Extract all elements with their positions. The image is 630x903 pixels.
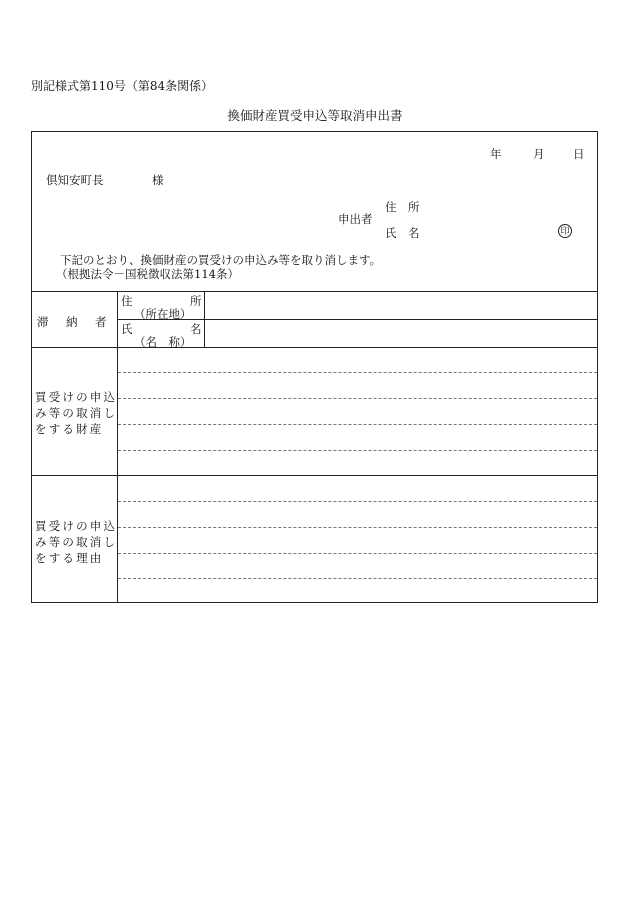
divider-property-reason bbox=[31, 475, 598, 476]
applicant-name-label-a: 氏 bbox=[385, 226, 397, 240]
property-line-1 bbox=[118, 372, 597, 373]
seal-mark: 印 bbox=[558, 224, 572, 238]
reason-label-line3: をする理由 bbox=[35, 551, 104, 565]
delinquent-address-label-b: 所 bbox=[190, 294, 202, 308]
body-text-line2: （根拠法令－国税徴収法第114条） bbox=[56, 267, 239, 281]
reason-section-label bbox=[35, 518, 121, 566]
applicant-address-label-b: 所 bbox=[408, 200, 420, 214]
form-reference: 別記様式第110号（第84条関係） bbox=[31, 79, 214, 93]
delinquent-name-sub: （名 称） bbox=[134, 335, 192, 349]
month-label: 月 bbox=[533, 147, 545, 161]
year-label: 年 bbox=[490, 147, 502, 161]
property-line-4 bbox=[118, 450, 597, 451]
divider-field-column bbox=[204, 291, 205, 347]
addressee-name: 倶知安町長 bbox=[46, 173, 104, 187]
property-label-line3: をする財産 bbox=[35, 422, 104, 436]
reason-line-1 bbox=[118, 501, 597, 502]
property-label-line1: 買受けの申込 bbox=[35, 390, 118, 404]
delinquent-name-label-a: 氏 bbox=[121, 322, 133, 336]
property-label-line2: み等の取消し bbox=[35, 406, 118, 420]
delinquent-name-label-b: 名 bbox=[190, 322, 202, 336]
delinquent-address-sub: （所在地） bbox=[134, 307, 192, 321]
delinquent-label: 滞 納 者 bbox=[37, 315, 110, 329]
reason-label-line2: み等の取消し bbox=[35, 535, 118, 549]
delinquent-address-label-a: 住 bbox=[121, 294, 133, 308]
property-line-3 bbox=[118, 424, 597, 425]
body-text-line1: 下記のとおり、換価財産の買受けの申込み等を取り消します。 bbox=[60, 253, 382, 267]
reason-line-3 bbox=[118, 553, 597, 554]
applicant-name-label-b: 名 bbox=[408, 226, 420, 240]
document-title: 換価財産買受申込等取消申出書 bbox=[227, 108, 403, 123]
reason-line-4 bbox=[118, 578, 597, 579]
day-label: 日 bbox=[573, 147, 585, 161]
reason-line-2 bbox=[118, 527, 597, 528]
addressee-honorific: 様 bbox=[152, 173, 164, 187]
applicant-label: 申出者 bbox=[338, 212, 373, 226]
applicant-address-label-a: 住 bbox=[385, 200, 397, 214]
reason-label-line1: 買受けの申込 bbox=[35, 519, 118, 533]
property-line-2 bbox=[118, 398, 597, 399]
property-section-label bbox=[35, 389, 121, 437]
